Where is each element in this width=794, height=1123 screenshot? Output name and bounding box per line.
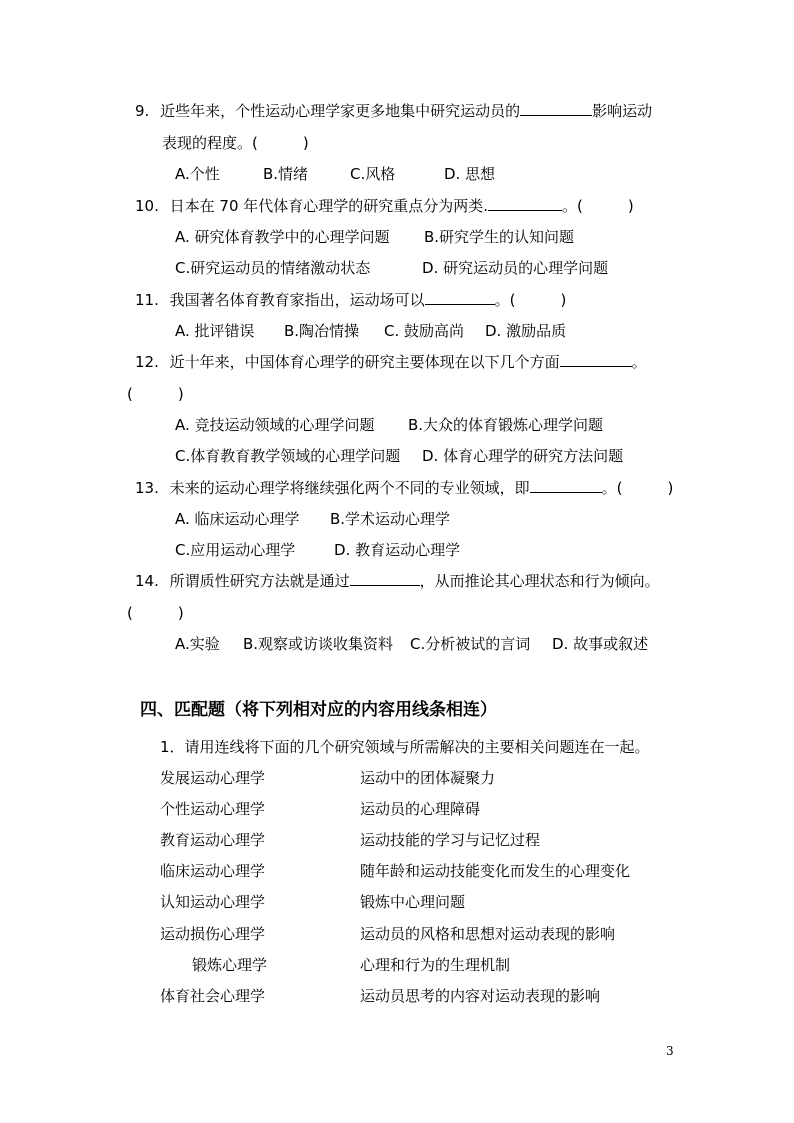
option-c: C.分析被试的言词	[410, 635, 531, 653]
option-d: D. 体育心理学的研究方法问题	[422, 447, 624, 465]
matching-left-item[interactable]: 认知运动心理学	[160, 893, 266, 911]
question-text: 未来的运动心理学将继续强化两个不同的专业领域，即	[169, 479, 530, 497]
question-10-line1	[135, 196, 634, 216]
option-b: B.大众的体育锻炼心理学问题	[408, 416, 604, 434]
matching-right-item[interactable]: 运动员思考的内容对运动表现的影响	[360, 987, 601, 1005]
question-text: 。( )	[562, 197, 634, 215]
question-number: 13.	[135, 479, 159, 497]
option-b: B.情绪	[263, 165, 309, 183]
question-text: 近些年来，个性运动心理学家更多地集中研究运动员的	[160, 102, 521, 120]
question-text: 近十年来，中国体育心理学的研究主要体现在以下几个方面	[169, 353, 560, 371]
option-b: B.陶冶情操	[284, 322, 360, 340]
answer-blank[interactable]	[520, 101, 592, 116]
question-number: 12.	[135, 353, 159, 371]
matching-right-item[interactable]: 运动中的团体凝聚力	[360, 769, 496, 787]
question-12-line1	[135, 352, 647, 372]
question-number: 9.	[135, 102, 150, 120]
matching-right-item[interactable]: 锻炼中心理问题	[360, 893, 466, 911]
question-14-line1	[135, 571, 660, 591]
matching-right-item[interactable]: 随年龄和运动技能变化而发生的心理变化	[360, 862, 631, 880]
option-d: D. 研究运动员的心理学问题	[422, 259, 609, 277]
option-a: A. 批评错误	[175, 322, 255, 340]
question-11-line1	[135, 290, 566, 310]
question-number: 14.	[135, 572, 159, 590]
question-number: 11.	[135, 291, 159, 309]
question-text: 日本在 70 年代体育心理学的研究重点分为两类.	[169, 197, 489, 215]
answer-blank[interactable]	[488, 196, 562, 211]
option-b: B.学术运动心理学	[330, 510, 451, 528]
question-text: 。( )	[601, 479, 674, 497]
option-d: D. 教育运动心理学	[334, 541, 461, 559]
question-number: 10.	[135, 197, 159, 215]
section-heading: 四、匹配题（将下列相对应的内容用线条相连）	[140, 700, 497, 720]
matching-left-item[interactable]: 个性运动心理学	[160, 800, 266, 818]
matching-left-item[interactable]: 发展运动心理学	[160, 769, 266, 787]
option-a: A. 临床运动心理学	[175, 510, 300, 528]
option-a: A. 竞技运动领域的心理学问题	[175, 416, 375, 434]
matching-right-item[interactable]: 运动技能的学习与记忆过程	[360, 831, 541, 849]
question-text: 。	[631, 353, 647, 371]
option-c: C.研究运动员的情绪激动状态	[175, 259, 371, 277]
option-d: D. 故事或叙述	[552, 635, 649, 653]
question-text: 我国著名体育教育家指出，运动场可以	[169, 291, 425, 309]
question-text: 影响运动	[592, 102, 653, 120]
option-a: A.个性	[175, 165, 220, 183]
question-9-line2: 表现的程度。( )	[162, 134, 309, 152]
option-a: A. 研究体育教学中的心理学问题	[175, 228, 390, 246]
question-text: 。( )	[494, 291, 567, 309]
question-13-line1	[135, 478, 673, 498]
option-d: D. 激励品质	[485, 322, 567, 340]
matching-left-item[interactable]: 临床运动心理学	[160, 862, 266, 880]
option-c: C.风格	[350, 165, 396, 183]
option-d: D. 思想	[444, 165, 496, 183]
matching-right-item[interactable]: 运动员的心理障碍	[360, 800, 481, 818]
question-9-line1	[135, 101, 652, 121]
answer-blank[interactable]	[350, 571, 420, 586]
matching-left-item[interactable]: 教育运动心理学	[160, 831, 266, 849]
matching-instruction: 1．请用连线将下面的几个研究领域与所需解决的主要相关问题连在一起。	[160, 738, 650, 756]
answer-blank[interactable]	[425, 290, 495, 305]
option-c: C.体育教育教学领域的心理学问题	[175, 447, 401, 465]
question-text: 所谓质性研究方法就是通过	[169, 572, 350, 590]
matching-left-item[interactable]: 运动损伤心理学	[160, 925, 266, 943]
matching-left-item[interactable]: 体育社会心理学	[160, 987, 266, 1005]
option-b: B.观察或访谈收集资料	[243, 635, 394, 653]
question-12-line2: ( )	[127, 385, 184, 403]
page-number: 3	[666, 1044, 674, 1058]
question-text: ，从而推论其心理状态和行为倾向。	[419, 572, 660, 590]
option-c: C.应用运动心理学	[175, 541, 296, 559]
matching-right-item[interactable]: 运动员的风格和思想对运动表现的影响	[360, 925, 616, 943]
option-a: A.实验	[175, 635, 220, 653]
matching-right-item[interactable]: 心理和行为的生理机制	[360, 956, 511, 974]
answer-blank[interactable]	[560, 352, 632, 367]
question-14-line2: ( )	[127, 604, 184, 622]
option-c: C. 鼓励高尚	[384, 322, 465, 340]
answer-blank[interactable]	[530, 478, 602, 493]
option-b: B.研究学生的认知问题	[424, 228, 575, 246]
matching-left-item[interactable]: 锻炼心理学	[192, 956, 268, 974]
